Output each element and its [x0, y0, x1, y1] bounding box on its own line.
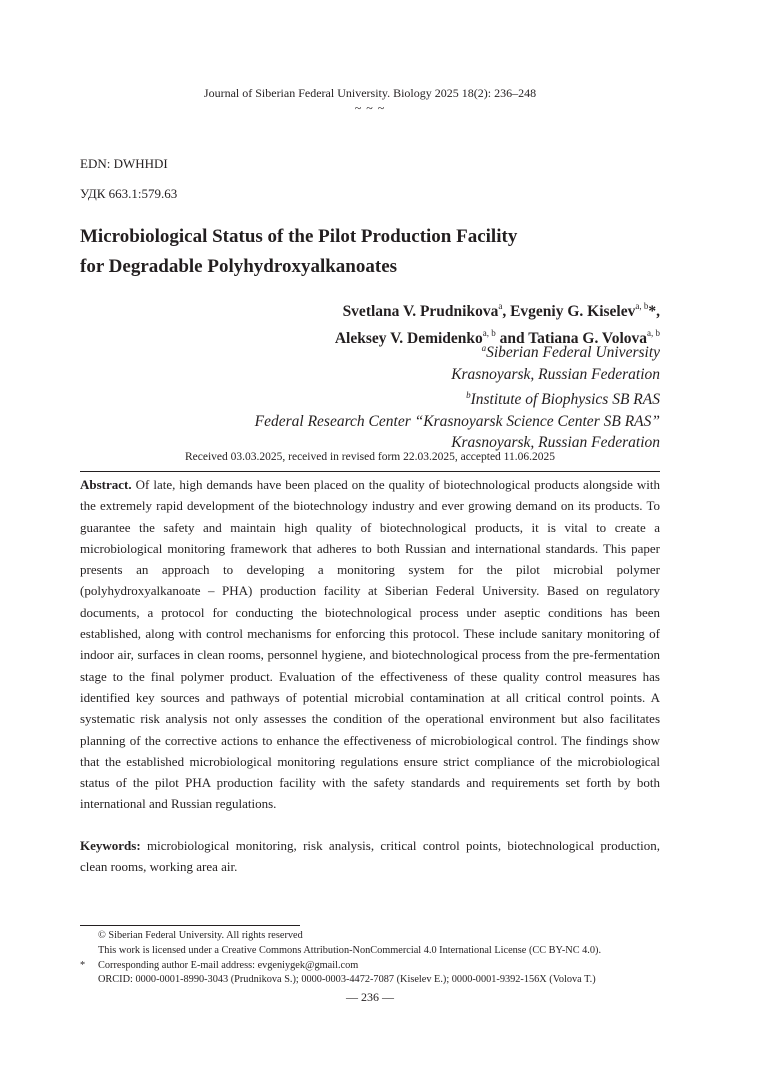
abstract-text: Of late, high demands have been placed on the quality of biotechnological products alongside with the extremely rapid development of the biotechnology industry and ever growing demand on its products. To guarantee the safety and maintain high quality of biotechnological products, it is vital to create a microbiological monitoring framework that adheres to both Russian and international standards. This paper presents an approach to developing a monitoring system for the pilot microbial polymer (polyhydroxyalkanoate – PHA) production facility at Siberian Federal University. Based on regulatory documents, a protocol for conducting the biotechnological process under aseptic conditions has been established, along with control mechanisms for enforcing this protocol. These include sanitary monitoring of indoor air, surfaces in clean rooms, personnel hygiene, and biotechnological process from the pre-fermentation stage to the final polymer product. Evaluation of the effectiveness of these quality control measures has identified key sources and pathways of potential microbial contamination at all critical control points. A systematic risk analysis not only assesses the condition of the operational environment but also facilitates planning of the corrective actions to enhance the effectiveness of microbiological control. The findings show that the established microbiological monitoring regulations ensure strict compliance of the microbiological status of the pilot PHA production facility with the safety standards and requirements set forth by both international and Russian regulations.: [80, 477, 660, 812]
author-name: Evgeniy G. Kiselev: [510, 303, 636, 321]
keywords: [80, 835, 660, 878]
divider-line: [80, 471, 660, 472]
corresponding-mark: *: [80, 959, 86, 971]
udk-code: УДК 663.1:579.63: [80, 186, 178, 201]
author-name: Aleksey V. Demidenko: [334, 330, 483, 348]
license-note: This work is licensed under a Creative Commons Attribution-NonCommercial 4.0 International License (CC BY-NC 4.0).: [98, 944, 602, 956]
page-number: — 236 —: [346, 990, 394, 1004]
author-line-1: Svetlana V. Prudnikova$^a$, Evgeniy G. Kiselev$^{a, b}$*,: [342, 301, 660, 321]
copyright-note: © Siberian Federal University. All rights reserved: [98, 930, 303, 941]
affiliations: [40, 338, 660, 454]
abstract-label: Abstract.: [80, 477, 132, 492]
affiliation-b-line-1: $^b$Institute of Biophysics SB RAS: [466, 390, 660, 409]
author-affiliation-mark: a, b: [482, 328, 496, 339]
affiliation-b-line-3: Krasnoyarsk, Russian Federation: [451, 434, 660, 452]
corresponding-author-mark: *: [648, 303, 657, 321]
affiliation-b-line-2: Federal Research Center “Krasnoyarsk Science Center SB RAS”: [254, 412, 660, 430]
title-line-2: for Degradable Polyhydroxyalkanoates: [80, 256, 398, 277]
corresponding-author-note: * Corresponding author E-mail address: evgeniygek@gmail.com: [80, 959, 680, 974]
author-name: Tatiana G. Volova: [528, 330, 647, 348]
affiliation-a-line-2: Krasnoyarsk, Russian Federation: [451, 365, 660, 383]
edn-identifier: EDN: DWHHDI: [80, 156, 168, 171]
author-affiliation-mark: a, b: [635, 301, 649, 311]
title-line-1: Microbiological Status of the Pilot Production Facility: [80, 226, 518, 247]
author-name: Svetlana V. Prudnikova: [342, 303, 499, 321]
keywords-text: microbiological monitoring, risk analysis, critical control points, biotechnological production, clean rooms, working area air.: [80, 838, 660, 875]
affiliation-a-line-1: $^a$Siberian Federal University: [481, 343, 660, 362]
affiliation-mark: a: [481, 343, 487, 353]
footnotes: [80, 929, 680, 988]
footnote-divider: [80, 925, 300, 926]
abstract: [80, 474, 660, 815]
author-affiliation-mark: a, b: [647, 328, 660, 339]
keywords-label: Keywords:: [80, 838, 141, 853]
received-dates: Received 03.03.2025, received in revised form 22.03.2025, accepted 11.06.2025: [184, 451, 556, 463]
author-line-2: Aleksey V. Demidenko$^{a, b}$ and Tatiana G. Volova$^{a, b}$: [334, 328, 660, 348]
author-affiliation-mark: a: [498, 301, 503, 311]
article-title: [80, 222, 660, 282]
header-ornament: ~ ~ ~: [354, 101, 386, 115]
journal-header: Journal of Siberian Federal University. Biology 2025 18(2): 236–248: [203, 86, 537, 100]
affiliation-mark: b: [466, 390, 471, 401]
orcid-note: ORCID: 0000-0001-8990-3043 (Prudnikova S.); 0000-0003-4472-7087 (Kiselev E.); 0000-0001-9392-156X (Volova T.): [98, 974, 596, 986]
